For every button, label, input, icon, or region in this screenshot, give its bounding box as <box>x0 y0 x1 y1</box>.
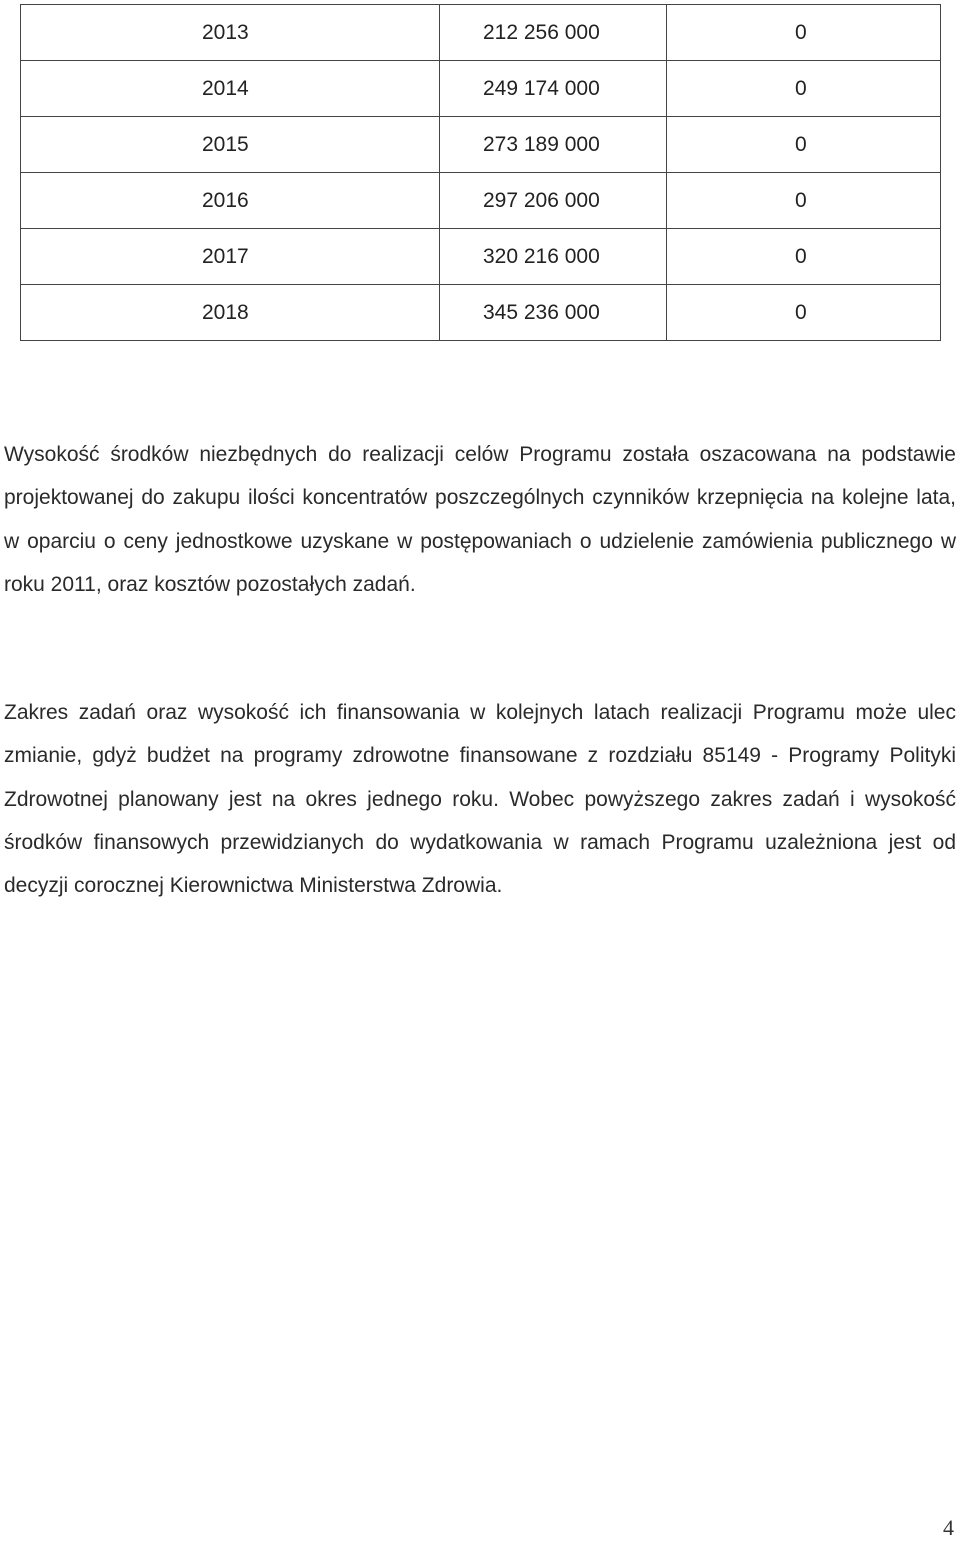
amount-cell: 297 206 000 <box>440 173 667 229</box>
other-cell: 0 <box>667 285 941 341</box>
year-cell: 2018 <box>21 285 440 341</box>
amount-cell: 212 256 000 <box>440 5 667 61</box>
table-row <box>21 5 941 61</box>
table-row <box>21 285 941 341</box>
year-cell: 2017 <box>21 229 440 285</box>
amount-cell: 320 216 000 <box>440 229 667 285</box>
paragraph-funding-estimate: Wysokość środków niezbędnych do realizacji celów Programu została oszacowana na podstawie projektowanej do zakupu ilości koncentratów poszczególnych czynników krzepnięcia na kolejne lata, w oparciu o ceny jednostkowe uzyskane w postępowaniach o udzielenie zamówienia publicznego w roku 2011, oraz kosztów pozostałych zadań. <box>4 443 956 596</box>
table-row <box>21 117 941 173</box>
other-cell: 0 <box>667 61 941 117</box>
year-cell: 2014 <box>21 61 440 117</box>
amount-cell: 345 236 000 <box>440 285 667 341</box>
other-cell: 0 <box>667 5 941 61</box>
paragraph-funding-scope: Zakres zadań oraz wysokość ich finansowania w kolejnych latach realizacji Programu może ulec zmianie, gdyż budżet na programy zdrowotne finansowane z rozdziału 85149 - Programy Polityki Zdrowotnej planowany jest na okres jednego roku. Wobec powyższego zakres zadań i wysokość środków finansowych przewidzianych do wydatkowania w ramach Programu uzależniona jest od decyzji corocznej Kierownictwa Ministerstwa Zdrowia. <box>4 701 956 898</box>
table-row <box>21 173 941 229</box>
other-cell: 0 <box>667 117 941 173</box>
year-cell: 2015 <box>21 117 440 173</box>
page-number: 4 <box>943 1515 954 1540</box>
budget-table <box>20 4 941 341</box>
year-cell: 2013 <box>21 5 440 61</box>
table-row <box>21 229 941 285</box>
other-cell: 0 <box>667 173 941 229</box>
amount-cell: 249 174 000 <box>440 61 667 117</box>
other-cell: 0 <box>667 229 941 285</box>
year-cell: 2016 <box>21 173 440 229</box>
amount-cell: 273 189 000 <box>440 117 667 173</box>
table-row <box>21 61 941 117</box>
